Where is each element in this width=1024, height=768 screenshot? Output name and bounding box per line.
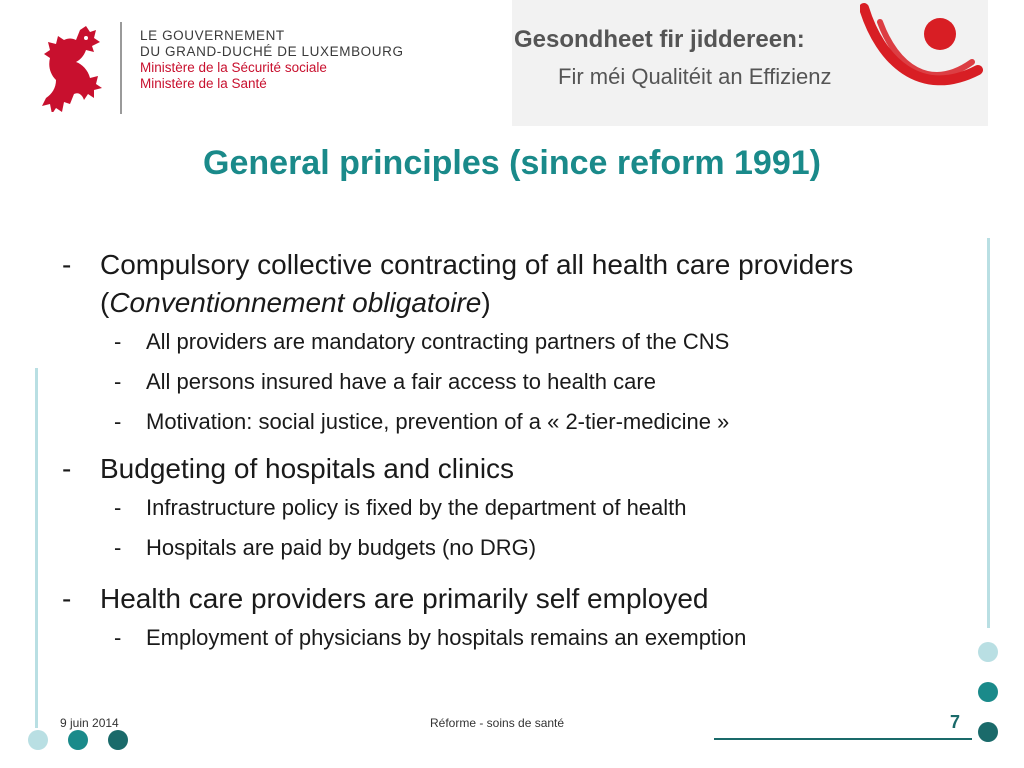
sub-bullet-text: All persons insured have a fair access to health care	[146, 369, 656, 394]
bullet-dash: -	[114, 625, 122, 650]
gov-line: DU GRAND-DUCHÉ DE LUXEMBOURG	[140, 44, 404, 59]
bullet-dash: -	[114, 409, 122, 434]
banner-title: Gesondheet fir jiddereen:	[514, 26, 805, 53]
page-number: 7	[950, 712, 961, 732]
bullet-dash: -	[114, 495, 122, 520]
footer-title: Réforme - soins de santé	[430, 716, 565, 730]
decorative-line-bottom	[714, 738, 972, 740]
slide-title: General principles (since reform 1991)	[203, 144, 821, 182]
decorative-dot	[978, 642, 998, 662]
sub-bullet-item	[56, 488, 956, 528]
luxembourg-lion-icon	[40, 24, 110, 112]
bullet-dash: -	[62, 249, 72, 280]
bullet-text-italic: Conventionnement obligatoire	[109, 287, 482, 318]
bullet-dash: -	[114, 535, 122, 560]
campaign-figure-icon	[860, 0, 986, 120]
sub-bullet-item	[56, 362, 956, 402]
sub-bullet-text: All providers are mandatory contracting partners of the CNS	[146, 329, 730, 354]
bullet-dash: -	[62, 453, 72, 484]
sub-bullet-text: Hospitals are paid by budgets (no DRG)	[146, 535, 537, 560]
sub-bullet-text: Employment of physicians by hospitals remains an exemption	[146, 625, 747, 650]
decorative-dot	[28, 730, 48, 750]
footer-date: 9 juin 2014	[60, 716, 119, 730]
ministry-line: Ministère de la Santé	[140, 76, 267, 91]
decorative-line-right	[987, 238, 990, 628]
bullet-text: Budgeting of hospitals and clinics	[100, 453, 515, 484]
sub-bullet-item	[56, 322, 956, 362]
banner-subtitle: Fir méi Qualitéit an Effizienz	[558, 64, 832, 89]
campaign-banner	[512, 0, 988, 126]
bullet-dash: -	[114, 369, 122, 394]
bullet-text: Health care providers are primarily self employed	[100, 583, 709, 614]
sub-bullet-text: Infrastructure policy is fixed by the department of health	[146, 495, 687, 520]
bullet-list	[56, 246, 956, 658]
sub-bullet-item	[56, 528, 956, 568]
bullet-item	[56, 246, 956, 322]
gov-line: LE GOUVERNEMENT	[140, 28, 285, 43]
government-logo	[40, 22, 460, 118]
bullet-dash: -	[114, 329, 122, 354]
logo-divider	[120, 22, 122, 114]
ministry-line: Ministère de la Sécurité sociale	[140, 60, 327, 75]
sub-bullet-item	[56, 402, 956, 442]
decorative-dot	[108, 730, 128, 750]
decorative-dot	[978, 722, 998, 742]
decorative-dot	[978, 682, 998, 702]
bullet-text: Compulsory collective contracting of all health care providers (	[100, 249, 854, 318]
decorative-line-left	[35, 368, 38, 728]
government-name	[140, 28, 404, 92]
sub-bullet-text: Motivation: social justice, prevention of a « 2-tier-medicine »	[146, 409, 730, 434]
decorative-dot	[68, 730, 88, 750]
bullet-text: )	[481, 287, 491, 318]
bullet-dash: -	[62, 583, 72, 614]
sub-bullet-item	[56, 618, 956, 658]
bullet-item	[56, 450, 956, 488]
bullet-item	[56, 580, 956, 618]
